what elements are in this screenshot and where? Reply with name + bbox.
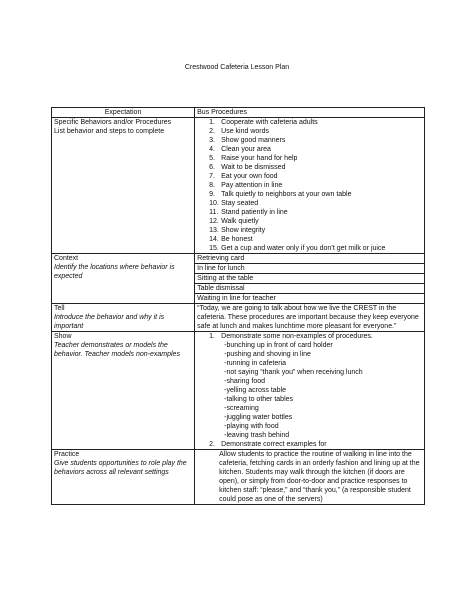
non-example-item: -bunching up in front of card holder bbox=[224, 342, 333, 349]
behavior-item-text: Wait to be dismissed bbox=[221, 164, 286, 171]
location-item: Retrieving card bbox=[195, 254, 424, 264]
context-locations-cell bbox=[195, 254, 425, 304]
tell-description: Introduce the behavior and why it is important bbox=[54, 314, 165, 330]
show-description: Teacher demonstrates or models the behavior. Teacher models non-examples bbox=[54, 342, 180, 358]
lesson-plan-table bbox=[51, 107, 425, 505]
location-item: Sitting at the table bbox=[195, 274, 424, 284]
behavior-item-number: 13. bbox=[209, 227, 219, 234]
practice-row bbox=[52, 450, 425, 505]
tell-label-cell bbox=[52, 304, 195, 332]
behavior-item-text: Cooperate with cafeteria adults bbox=[221, 119, 318, 126]
behavior-item-number: 9. bbox=[209, 191, 215, 198]
behavior-item-number: 11. bbox=[209, 209, 219, 216]
show-item-2 bbox=[197, 440, 422, 449]
behaviors-label-cell bbox=[52, 118, 195, 254]
behavior-item bbox=[197, 217, 422, 226]
location-item: Waiting in line for teacher bbox=[197, 295, 276, 302]
behavior-item-number: 6. bbox=[209, 164, 215, 171]
non-example-item: -talking to other tables bbox=[224, 396, 294, 403]
header-bus-procedures: Bus Procedures bbox=[195, 108, 425, 118]
behavior-item-text: Raise your hand for help bbox=[221, 155, 298, 162]
practice-text-cell bbox=[195, 450, 425, 505]
show-item-2-number: 2. bbox=[209, 441, 215, 448]
behavior-item bbox=[197, 154, 422, 163]
non-example-item: -juggling water bottles bbox=[224, 414, 293, 421]
behavior-item bbox=[197, 190, 422, 199]
document-title: Crestwood Cafeteria Lesson Plan bbox=[184, 64, 290, 71]
show-non-examples bbox=[197, 341, 422, 440]
non-example-item: -yelling across table bbox=[224, 387, 287, 394]
practice-text: Allow students to practice the routine of walking in line into the cafeteria, fetching cards in an orderly fashion and lining up at the kitchen. Students may walk through the kitchen (if doors are open), or simply from door-to-door and practice responses to kitchen staff: “please,” and “thank you,” (a responsible student could pose as one of the servers) bbox=[219, 451, 420, 503]
tell-text-cell bbox=[195, 304, 425, 332]
behavior-item bbox=[197, 136, 422, 145]
behavior-item bbox=[197, 199, 422, 208]
behavior-item bbox=[197, 208, 422, 217]
behavior-item-number: 4. bbox=[209, 146, 215, 153]
behavior-item-number: 15. bbox=[209, 245, 219, 252]
behavior-item bbox=[197, 118, 422, 127]
behavior-item bbox=[197, 244, 422, 253]
behavior-item-number: 3. bbox=[209, 137, 215, 144]
show-item-1 bbox=[197, 332, 422, 341]
behavior-item-text: Show good manners bbox=[221, 137, 286, 144]
location-item: In line for lunch bbox=[195, 264, 424, 274]
table-header-row bbox=[52, 108, 425, 118]
behaviors-row bbox=[52, 118, 425, 254]
behavior-item bbox=[197, 163, 422, 172]
practice-label-cell bbox=[52, 450, 195, 505]
behavior-item-text: Show integrity bbox=[221, 227, 266, 234]
behavior-item-number: 5. bbox=[209, 155, 215, 162]
non-example-item: -leaving trash behind bbox=[224, 432, 290, 439]
show-list bbox=[197, 332, 422, 341]
context-title: Context bbox=[54, 255, 79, 262]
non-example-item: -sharing food bbox=[224, 378, 265, 385]
context-row bbox=[52, 254, 425, 304]
behavior-item bbox=[197, 172, 422, 181]
show-row bbox=[52, 332, 425, 450]
context-label-cell bbox=[52, 254, 195, 304]
behavior-item-number: 7. bbox=[209, 173, 215, 180]
behavior-item-text: Walk quietly bbox=[221, 218, 259, 225]
behaviors-list bbox=[197, 118, 422, 253]
behavior-item-text: Be honest bbox=[221, 236, 253, 243]
behavior-item-text: Clean your area bbox=[221, 146, 271, 153]
show-item-2-text: Demonstrate correct examples for bbox=[221, 441, 327, 448]
practice-title: Practice bbox=[54, 451, 80, 458]
practice-description: Give students opportunities to role play the behaviors across all relevant settings bbox=[54, 460, 187, 476]
behavior-item bbox=[197, 145, 422, 154]
behavior-item-text: Use kind words bbox=[221, 128, 269, 135]
behaviors-list-cell bbox=[195, 118, 425, 254]
non-example-item: -not saying “thank you” when receiving lunch bbox=[224, 369, 363, 376]
non-example-item: -playing with food bbox=[224, 423, 279, 430]
behavior-item-text: Eat your own food bbox=[221, 173, 278, 180]
location-item: Table dismissal bbox=[195, 284, 424, 294]
behavior-item bbox=[197, 226, 422, 235]
behaviors-subtitle: List behavior and steps to complete bbox=[54, 128, 165, 135]
behavior-item-text: Get a cup and water only if you don’t get milk or juice bbox=[221, 245, 386, 252]
behavior-item-text: Stand patiently in line bbox=[221, 209, 288, 216]
tell-text: “Today, we are going to talk about how we live the CREST in the cafeteria. These procedures are important because they keep everyone safe at lunch and makes lunchtime more pleasant for everyone.” bbox=[197, 305, 419, 330]
behavior-item-number: 12. bbox=[209, 218, 219, 225]
behavior-item-text: Pay attention in line bbox=[221, 182, 283, 189]
behavior-item-number: 14. bbox=[209, 236, 219, 243]
show-item-1-number: 1. bbox=[209, 333, 215, 340]
behavior-item bbox=[197, 235, 422, 244]
behavior-item-number: 8. bbox=[209, 182, 215, 189]
behavior-item-number: 1. bbox=[209, 119, 215, 126]
behavior-item bbox=[197, 127, 422, 136]
behaviors-title: Specific Behaviors and/or Procedures bbox=[54, 119, 172, 126]
behavior-item bbox=[197, 181, 422, 190]
behavior-item-text: Stay seated bbox=[221, 200, 259, 207]
behavior-item-text: Talk quietly to neighbors at your own table bbox=[221, 191, 352, 198]
show-content-cell bbox=[195, 332, 425, 450]
behavior-item-number: 2. bbox=[209, 128, 215, 135]
non-example-item: -screaming bbox=[224, 405, 259, 412]
context-description: Identify the locations where behavior is expected bbox=[54, 264, 175, 280]
tell-row bbox=[52, 304, 425, 332]
show-title: Show bbox=[54, 333, 72, 340]
show-label-cell bbox=[52, 332, 195, 450]
non-example-item: -running in cafeteria bbox=[224, 360, 287, 367]
show-list-2 bbox=[197, 440, 422, 449]
non-example-item: -pushing and shoving in line bbox=[224, 351, 311, 358]
show-item-1-text: Demonstrate some non-examples of procedures. bbox=[221, 333, 373, 340]
behavior-item-number: 10. bbox=[209, 200, 219, 207]
header-expectation: Expectation bbox=[52, 108, 195, 118]
tell-title: Tell bbox=[54, 305, 65, 312]
